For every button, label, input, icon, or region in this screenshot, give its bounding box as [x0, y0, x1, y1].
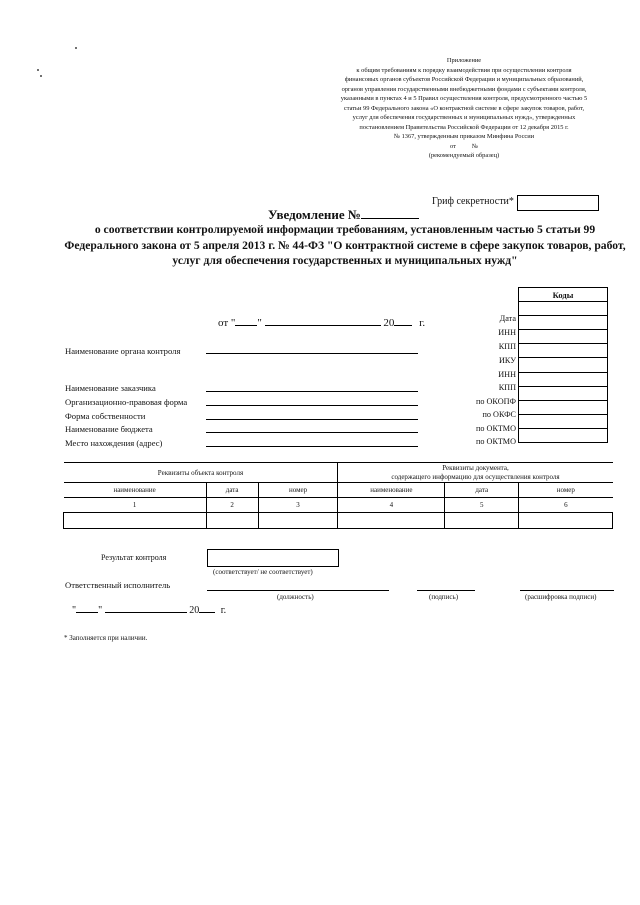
column-header: номер [258, 483, 338, 498]
appendix-line: к общим требованиям к порядку взаимодействия при осуществлении контроля [356, 66, 572, 74]
page-title [268, 206, 419, 223]
result-label: Результат контроля [101, 553, 167, 562]
code-label: по ОКТМО [476, 437, 516, 446]
code-field-okopf[interactable] [519, 386, 608, 400]
codes-header: Коды [519, 288, 608, 302]
date-month-field[interactable] [265, 314, 381, 326]
column-number: 3 [258, 498, 338, 513]
bottom-date-year-field[interactable] [199, 603, 215, 613]
scan-speck [37, 69, 39, 71]
code-field-date[interactable] [519, 302, 608, 316]
column-header: номер [519, 483, 613, 498]
page-subtitle: о соответствии контролируемой информации требованиям, установленным частью 5 статьи 99 Федерального закона от 5 апреля 2013 г. № 44-ФЗ "О контрактной системе в сфере закупок товаров, работ, услуг для обеспечения государственных и муниципальных нужд" [64, 223, 626, 267]
position-caption: (должность) [277, 593, 314, 601]
table-cell-object-number[interactable] [258, 513, 338, 529]
column-number: 1 [64, 498, 207, 513]
appendix-line: финансовых органов субъектов Российской Федерации и муниципальных образований, [344, 76, 584, 83]
column-number: 2 [206, 498, 258, 513]
appendix-header [330, 56, 598, 161]
column-number: 6 [519, 498, 613, 513]
column-header: дата [206, 483, 258, 498]
bottom-date-close: " [98, 605, 103, 616]
appendix-line: указанными в пунктах 4 и 5 Правил осуществления контроля, предусмотренного частью 5 [340, 95, 588, 102]
appendix-line: Приложение [446, 57, 482, 64]
date-quote: " [257, 317, 262, 329]
bottom-date-year-prefix: 20 [189, 605, 200, 616]
table-group-document-line1: Реквизиты документа, [442, 463, 509, 472]
column-header: наименование [64, 483, 207, 498]
code-field-inn-2[interactable] [519, 358, 608, 372]
bottom-date-month-field[interactable] [105, 603, 187, 613]
code-field-kpp[interactable] [519, 330, 608, 344]
scan-speck [40, 75, 42, 77]
control-body-label: Наименование органа контроля [65, 346, 181, 356]
code-field-okfs[interactable] [519, 400, 608, 414]
codes-table [518, 287, 608, 443]
control-body-field[interactable] [206, 353, 418, 354]
code-label: ИНН [498, 328, 516, 337]
secrecy-label: Гриф секретности* [432, 196, 514, 207]
executor-label: Ответственный исполнитель [65, 580, 171, 590]
date-year-suffix: г. [419, 317, 426, 329]
code-label: Дата [499, 314, 516, 323]
signature-caption: (подпись) [429, 593, 459, 601]
requisites-table [63, 462, 613, 529]
scan-speck [75, 47, 77, 49]
appendix-line: от № [450, 142, 478, 150]
appendix-line: органов управления государственными внебюджетными фондами с субъектами контроля, [341, 85, 587, 93]
date-day-field[interactable] [235, 314, 257, 326]
legal-form-label: Организационно-правовая форма [65, 397, 188, 407]
column-header: наименование [338, 483, 445, 498]
footnote: * Заполняется при наличии. [64, 634, 148, 642]
ownership-label: Форма собственности [65, 411, 146, 421]
appendix-line: постановлением Правительства Российской Федерации от 12 декабря 2015 г. [359, 123, 569, 131]
table-cell-document-date[interactable] [445, 513, 519, 529]
code-field-kpp-2[interactable] [519, 372, 608, 386]
customer-field[interactable] [206, 391, 418, 392]
notice-number-field[interactable] [361, 206, 419, 219]
code-field-iku[interactable] [519, 344, 608, 358]
date-year-prefix: 20 [383, 317, 395, 329]
code-field-inn[interactable] [519, 316, 608, 330]
legal-form-field[interactable] [206, 405, 418, 406]
bottom-date-year-suffix: г. [220, 605, 227, 616]
signature-date-line [72, 603, 226, 616]
code-label: по ОКТМО [476, 424, 516, 433]
executor-signature-field[interactable] [417, 590, 475, 591]
code-field-oktmo-2[interactable] [519, 428, 608, 442]
executor-decoding-field[interactable] [520, 590, 614, 591]
appendix-line: (рекомендуемый образец) [428, 152, 500, 159]
code-label: КПП [498, 383, 516, 392]
result-caption: (соответствует/ не соответствует) [213, 568, 313, 576]
executor-position-field[interactable] [207, 590, 389, 591]
table-group-object-header: Реквизиты объекта контроля [64, 463, 338, 483]
appendix-line: услуг для обеспечения государственных и муниципальных нужд», утвержденных [352, 114, 576, 121]
code-field-oktmo[interactable] [519, 414, 608, 428]
date-year-field[interactable] [394, 314, 412, 326]
table-group-document-line2: содержащего информацию для осуществления контроля [391, 472, 560, 481]
table-group-document-header [338, 463, 613, 483]
address-field[interactable] [206, 446, 418, 447]
table-cell-object-name[interactable] [64, 513, 207, 529]
date-prefix: от " [218, 317, 236, 329]
code-label: по ОКФС [482, 410, 516, 419]
bottom-date-open: " [72, 605, 77, 616]
appendix-line: статьи 99 Федерального закона «О контрактной системе в сфере закупок товаров, работ, [343, 104, 585, 112]
code-label: по ОКОПФ [476, 397, 516, 406]
column-number: 4 [338, 498, 445, 513]
column-header: дата [445, 483, 519, 498]
ownership-field[interactable] [206, 419, 418, 420]
table-cell-object-date[interactable] [206, 513, 258, 529]
secrecy-field[interactable] [517, 195, 599, 211]
budget-label: Наименование бюджета [65, 424, 153, 434]
customer-label: Наименование заказчика [65, 383, 156, 393]
code-label: ИНН [498, 370, 516, 379]
notice-date-line [218, 314, 425, 329]
column-number: 5 [445, 498, 519, 513]
table-cell-document-name[interactable] [338, 513, 445, 529]
address-label: Место нахождения (адрес) [65, 438, 163, 448]
decoding-caption: (расшифровка подписи) [525, 593, 597, 601]
appendix-line: № 1367, утвержденным приказом Минфина России [393, 133, 535, 140]
title-text: Уведомление № [268, 207, 361, 222]
result-field[interactable] [207, 549, 339, 567]
budget-field[interactable] [206, 432, 418, 433]
code-label: КПП [498, 342, 516, 351]
bottom-date-day-field[interactable] [76, 603, 98, 613]
table-cell-document-number[interactable] [519, 513, 613, 529]
code-label: ИКУ [498, 356, 516, 365]
